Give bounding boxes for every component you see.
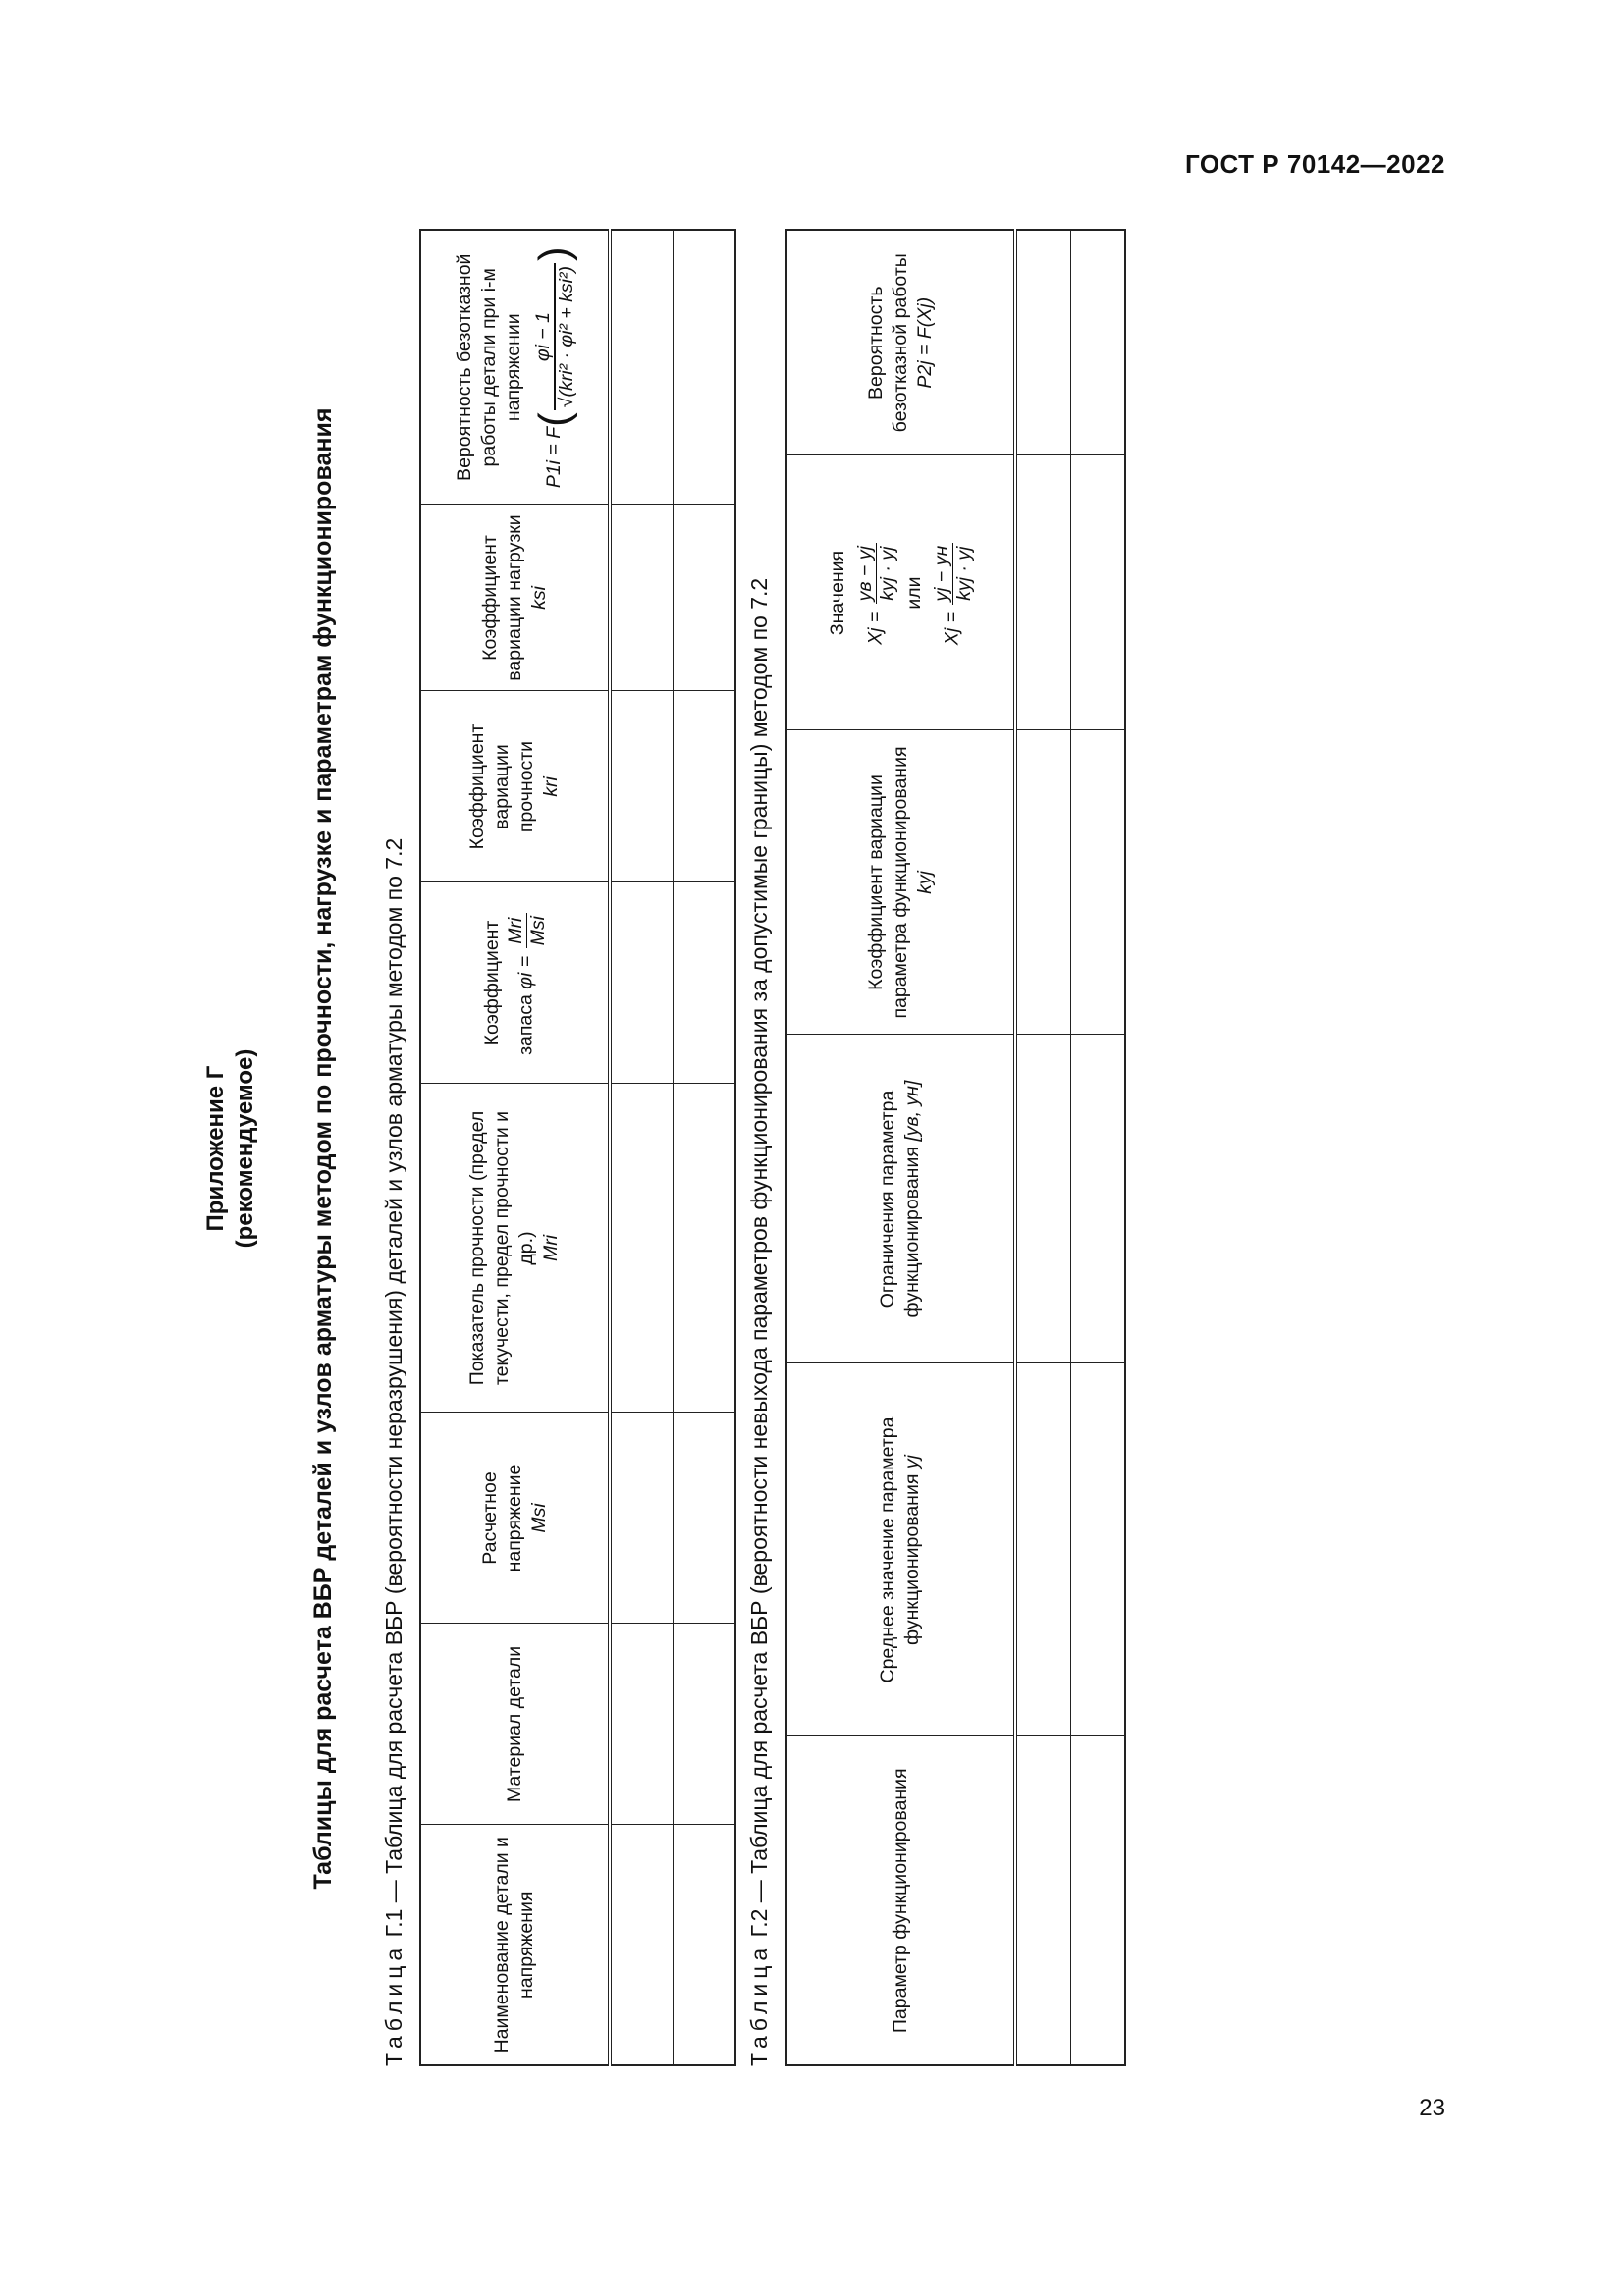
table-cell [674, 230, 736, 505]
landscape-content [201, 231, 1183, 2066]
table-row [1015, 230, 1071, 2065]
page-number: 23 [1419, 2095, 1445, 2121]
header-safety-factor: Коэффициент запаса φi = Mri Msi [420, 882, 610, 1084]
header-stress: Расчетное напряжение Msi [420, 1413, 610, 1624]
table-g1 [419, 229, 736, 2066]
header-mean-value: Среднее значение параметра функционирования yj [786, 1363, 1015, 1736]
header-limits: Ограничения параметра функционирования [yв, yн] [786, 1035, 1015, 1363]
table-cell [610, 505, 674, 691]
table-cell [610, 1624, 674, 1825]
table-cell [1071, 230, 1126, 455]
header-values: Значения Xj = yв − yj kyj · yj или Xj = yj − yн kyj · yj [786, 455, 1015, 730]
table-cell [1015, 455, 1071, 730]
caption-prefix: Таблица [381, 1943, 406, 2066]
table-cell [1015, 1035, 1071, 1363]
appendix-title: Приложение Г [202, 1065, 229, 1232]
table-cell [1071, 1363, 1126, 1736]
table-cell [1015, 1363, 1071, 1736]
appendix-subtitle: (рекомендуемое) [232, 1048, 258, 1249]
table-cell [1071, 455, 1126, 730]
table-cell [674, 882, 736, 1084]
table-row [674, 230, 736, 2065]
header-probability: Вероятность безотказной работы детали при i-м напряжении P1i = F( φi − 1 √(kri² · φi² + ksi²) ) [420, 230, 610, 505]
table-row [610, 230, 674, 2065]
appendix-heading [201, 231, 260, 2066]
header-material: Материал детали [420, 1624, 610, 1825]
table-header-row [420, 230, 610, 2065]
table-g2-caption [746, 578, 773, 2066]
main-title: Таблицы для расчета ВБР деталей и узлов арматуры методом по прочности, нагрузке и параметрам функционирования [309, 407, 337, 1890]
header-strength: Показатель прочности (предел текучести, предел прочности и др.) Mri [420, 1084, 610, 1413]
table-cell [1071, 1035, 1126, 1363]
table-cell [1071, 1736, 1126, 2065]
table-cell [610, 691, 674, 882]
table-cell [610, 1825, 674, 2065]
header-probability: Вероятность безотказной работы P2j = F(Xj) [786, 230, 1015, 455]
table-g1-caption [381, 838, 407, 2066]
table-cell [1071, 730, 1126, 1035]
table-cell [674, 1624, 736, 1825]
table-cell [1015, 230, 1071, 455]
table-cell [674, 1413, 736, 1624]
caption-text: Г.1 — Таблица для расчета ВБР (вероятности неразрушения) деталей и узлов арматуры методом по 7.2 [381, 837, 406, 1944]
table-cell [610, 1084, 674, 1413]
table-cell [1015, 1736, 1071, 2065]
header-parameter: Параметр функционирования [786, 1736, 1015, 2065]
document-header: ГОСТ Р 70142—2022 [1184, 149, 1445, 179]
table-cell [610, 230, 674, 505]
header-strength-variation: Коэффициент вариации прочности kri [420, 691, 610, 882]
table-row [1071, 230, 1126, 2065]
caption-prefix: Таблица [746, 1943, 772, 2066]
table-cell [674, 1084, 736, 1413]
header-name: Наименование детали и напряжения [420, 1825, 610, 2065]
table-cell [610, 882, 674, 1084]
table-cell [674, 505, 736, 691]
header-load-variation: Коэффициент вариации нагрузки ksi [420, 505, 610, 691]
table-cell [674, 1825, 736, 2065]
table-cell [1015, 730, 1071, 1035]
caption-text: Г.2 — Таблица для расчета ВБР (вероятности невыхода параметров функционирования за допустимые границы) методом по 7.2 [746, 577, 772, 1944]
table-g2 [785, 229, 1126, 2066]
table-cell [610, 1413, 674, 1624]
header-variation-coefficient: Коэффициент вариации параметра функционирования kyj [786, 730, 1015, 1035]
table-header-row [786, 230, 1015, 2065]
table-cell [674, 691, 736, 882]
